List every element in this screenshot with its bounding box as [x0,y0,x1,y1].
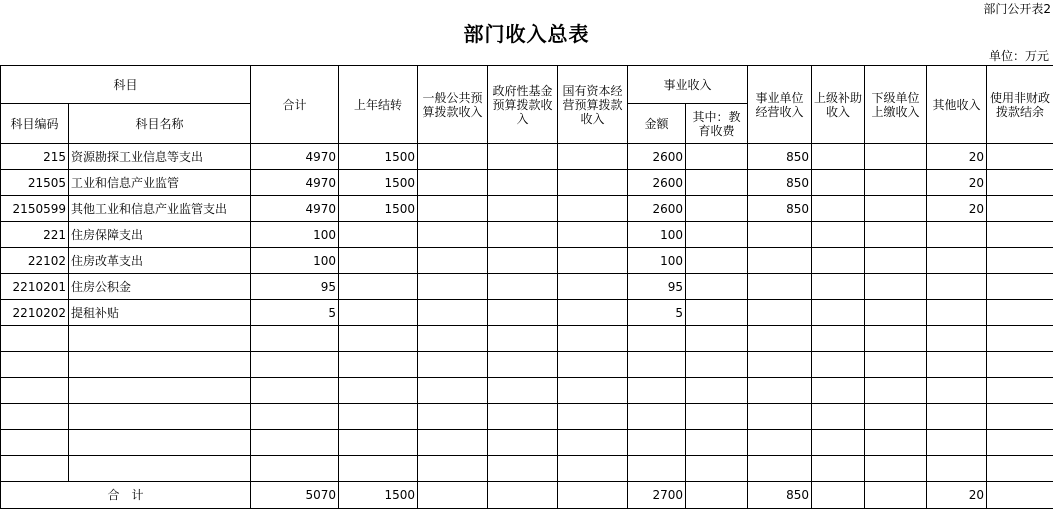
cell-sup [812,222,865,248]
cell-sup [812,326,865,352]
cell-oper [748,404,812,430]
cell-gen [418,378,488,404]
cell-edu [686,404,748,430]
table-row [1,144,1053,170]
cell-sub [865,196,927,222]
cell-other: 20 [927,196,987,222]
cell-carry [339,274,418,300]
cell-gen [418,222,488,248]
cell-fund [488,456,558,482]
header-subordinate-payment: 下级单位上缴收入 [865,66,927,144]
cell-edu [686,456,748,482]
cell-oper [748,352,812,378]
cell-code: 21505 [1,170,69,196]
cell-code [1,352,69,378]
cell-amt: 5 [628,300,686,326]
cell-code: 215 [1,144,69,170]
total-row [1,482,1053,509]
cell-carry: 1500 [339,170,418,196]
cell-sub [865,248,927,274]
cell-name: 住房保障支出 [69,222,251,248]
cell-fund [488,248,558,274]
cell-total [251,352,339,378]
header-other-income: 其他收入 [927,66,987,144]
cell-amt: 2600 [628,196,686,222]
cell-amt: 100 [628,248,686,274]
cell-sub [865,222,927,248]
cell-bal [987,326,1053,352]
cell-sup [812,430,865,456]
cell-oper [748,430,812,456]
cell-amt: 2600 [628,170,686,196]
cell-edu [686,222,748,248]
cell-carry [339,222,418,248]
total-cell-total: 5070 [251,482,339,509]
cell-cap [558,404,628,430]
cell-gen [418,300,488,326]
cell-bal [987,404,1053,430]
cell-gen [418,352,488,378]
cell-bal [987,196,1053,222]
cell-total: 4970 [251,144,339,170]
header-gov-fund: 政府性基金预算拨款收入 [488,66,558,144]
cell-edu [686,170,748,196]
cell-fund [488,352,558,378]
cell-cap [558,300,628,326]
cell-edu [686,326,748,352]
cell-fund [488,404,558,430]
cell-cap [558,144,628,170]
cell-fund [488,144,558,170]
cell-name [69,430,251,456]
cell-bal [987,144,1053,170]
header-total: 合计 [251,66,339,144]
cell-sub [865,404,927,430]
cell-bal [987,248,1053,274]
cell-other [927,300,987,326]
cell-amt: 95 [628,274,686,300]
cell-sub [865,170,927,196]
document-tag: 部门公开表2 [983,2,1051,16]
header-amount: 金额 [628,104,686,144]
cell-sub [865,274,927,300]
header-nonfiscal-balance: 使用非财政拨款结余 [987,66,1053,144]
table-row [1,248,1053,274]
cell-total [251,456,339,482]
cell-oper [748,248,812,274]
cell-amt [628,378,686,404]
header-subject: 科目 [1,66,251,104]
cell-edu [686,196,748,222]
cell-carry [339,456,418,482]
cell-carry [339,378,418,404]
cell-total: 100 [251,222,339,248]
header-business-income: 事业收入 [628,66,748,104]
cell-total: 100 [251,248,339,274]
cell-sup [812,196,865,222]
cell-name: 住房公积金 [69,274,251,300]
cell-name [69,456,251,482]
cell-oper [748,326,812,352]
cell-fund [488,196,558,222]
cell-oper: 850 [748,144,812,170]
cell-bal [987,300,1053,326]
cell-total: 4970 [251,196,339,222]
cell-sub [865,352,927,378]
cell-cap [558,378,628,404]
header-general-budget: 一般公共预算拨款收入 [418,66,488,144]
cell-total: 95 [251,274,339,300]
cell-name: 提租补贴 [69,300,251,326]
cell-amt [628,430,686,456]
total-cell-gen [418,482,488,509]
cell-fund [488,274,558,300]
header-state-capital: 国有资本经营预算拨款收入 [558,66,628,144]
cell-bal [987,222,1053,248]
cell-name [69,326,251,352]
table-row [1,456,1053,482]
cell-total [251,378,339,404]
cell-other: 20 [927,170,987,196]
header-subject-name: 科目名称 [69,104,251,144]
cell-edu [686,378,748,404]
cell-cap [558,352,628,378]
cell-carry [339,430,418,456]
cell-sub [865,300,927,326]
table-row [1,222,1053,248]
header-subject-code: 科目编码 [1,104,69,144]
cell-bal [987,170,1053,196]
cell-other [927,222,987,248]
cell-gen [418,144,488,170]
cell-oper: 850 [748,170,812,196]
cell-code: 22102 [1,248,69,274]
cell-amt [628,326,686,352]
table-row [1,430,1053,456]
cell-fund [488,430,558,456]
cell-fund [488,326,558,352]
total-cell-carry: 1500 [339,482,418,509]
cell-sup [812,404,865,430]
cell-code [1,456,69,482]
cell-sup [812,144,865,170]
cell-name [69,404,251,430]
cell-amt [628,352,686,378]
table-row [1,404,1053,430]
cell-cap [558,274,628,300]
cell-sup [812,170,865,196]
cell-amt [628,404,686,430]
cell-gen [418,274,488,300]
cell-oper [748,222,812,248]
cell-gen [418,248,488,274]
header-edu-fee: 其中：教育收费 [686,104,748,144]
income-table [0,65,1053,509]
cell-code [1,378,69,404]
cell-carry [339,326,418,352]
cell-oper: 850 [748,196,812,222]
cell-sup [812,300,865,326]
cell-sup [812,378,865,404]
cell-total: 4970 [251,170,339,196]
cell-other [927,352,987,378]
cell-bal [987,456,1053,482]
table-row [1,170,1053,196]
cell-sup [812,456,865,482]
total-cell-amt: 2700 [628,482,686,509]
cell-bal [987,430,1053,456]
total-cell-sub [865,482,927,509]
cell-total [251,430,339,456]
cell-sub [865,378,927,404]
cell-other [927,326,987,352]
cell-oper [748,456,812,482]
cell-cap [558,196,628,222]
cell-code [1,404,69,430]
cell-name: 资源勘探工业信息等支出 [69,144,251,170]
cell-edu [686,352,748,378]
cell-code [1,326,69,352]
cell-sub [865,456,927,482]
cell-edu [686,248,748,274]
total-cell-bal [987,482,1053,509]
cell-sup [812,248,865,274]
cell-code [1,430,69,456]
total-label: 合 计 [1,482,251,509]
total-cell-fund [488,482,558,509]
cell-gen [418,196,488,222]
cell-fund [488,170,558,196]
cell-amt: 100 [628,222,686,248]
cell-fund [488,300,558,326]
cell-carry [339,404,418,430]
cell-name: 工业和信息产业监管 [69,170,251,196]
cell-sub [865,430,927,456]
cell-name: 住房改革支出 [69,248,251,274]
cell-cap [558,326,628,352]
cell-other [927,456,987,482]
cell-code: 2210202 [1,300,69,326]
total-cell-edu [686,482,748,509]
cell-oper [748,378,812,404]
cell-cap [558,170,628,196]
cell-total [251,326,339,352]
cell-cap [558,430,628,456]
cell-carry: 1500 [339,144,418,170]
cell-carry [339,352,418,378]
cell-oper [748,300,812,326]
cell-carry [339,300,418,326]
header-superior-subsidy: 上级补助收入 [812,66,865,144]
table-row [1,274,1053,300]
cell-code: 2150599 [1,196,69,222]
cell-code: 2210201 [1,274,69,300]
unit-label: 单位：万元 [988,49,1049,63]
cell-edu [686,144,748,170]
page-title: 部门收入总表 [463,22,590,46]
cell-bal [987,352,1053,378]
cell-bal [987,378,1053,404]
cell-sup [812,352,865,378]
cell-gen [418,456,488,482]
cell-other [927,430,987,456]
total-cell-oper: 850 [748,482,812,509]
cell-gen [418,430,488,456]
cell-sub [865,326,927,352]
cell-total [251,404,339,430]
cell-other [927,248,987,274]
table-row [1,326,1053,352]
table-row [1,352,1053,378]
cell-bal [987,274,1053,300]
cell-other [927,404,987,430]
cell-edu [686,300,748,326]
cell-other [927,378,987,404]
cell-gen [418,326,488,352]
cell-other [927,274,987,300]
total-cell-cap [558,482,628,509]
cell-name [69,352,251,378]
cell-gen [418,404,488,430]
table-row [1,378,1053,404]
cell-other: 20 [927,144,987,170]
cell-edu [686,274,748,300]
table-row [1,300,1053,326]
header-operating-income: 事业单位经营收入 [748,66,812,144]
cell-sub [865,144,927,170]
table-row [1,196,1053,222]
cell-amt: 2600 [628,144,686,170]
cell-edu [686,430,748,456]
cell-amt [628,456,686,482]
header-carryover: 上年结转 [339,66,418,144]
total-cell-sup [812,482,865,509]
cell-code: 221 [1,222,69,248]
cell-cap [558,456,628,482]
cell-fund [488,378,558,404]
cell-total: 5 [251,300,339,326]
cell-name [69,378,251,404]
cell-cap [558,248,628,274]
cell-sup [812,274,865,300]
cell-name: 其他工业和信息产业监管支出 [69,196,251,222]
cell-fund [488,222,558,248]
cell-gen [418,170,488,196]
cell-carry: 1500 [339,196,418,222]
total-cell-other: 20 [927,482,987,509]
cell-cap [558,222,628,248]
cell-oper [748,274,812,300]
cell-carry [339,248,418,274]
